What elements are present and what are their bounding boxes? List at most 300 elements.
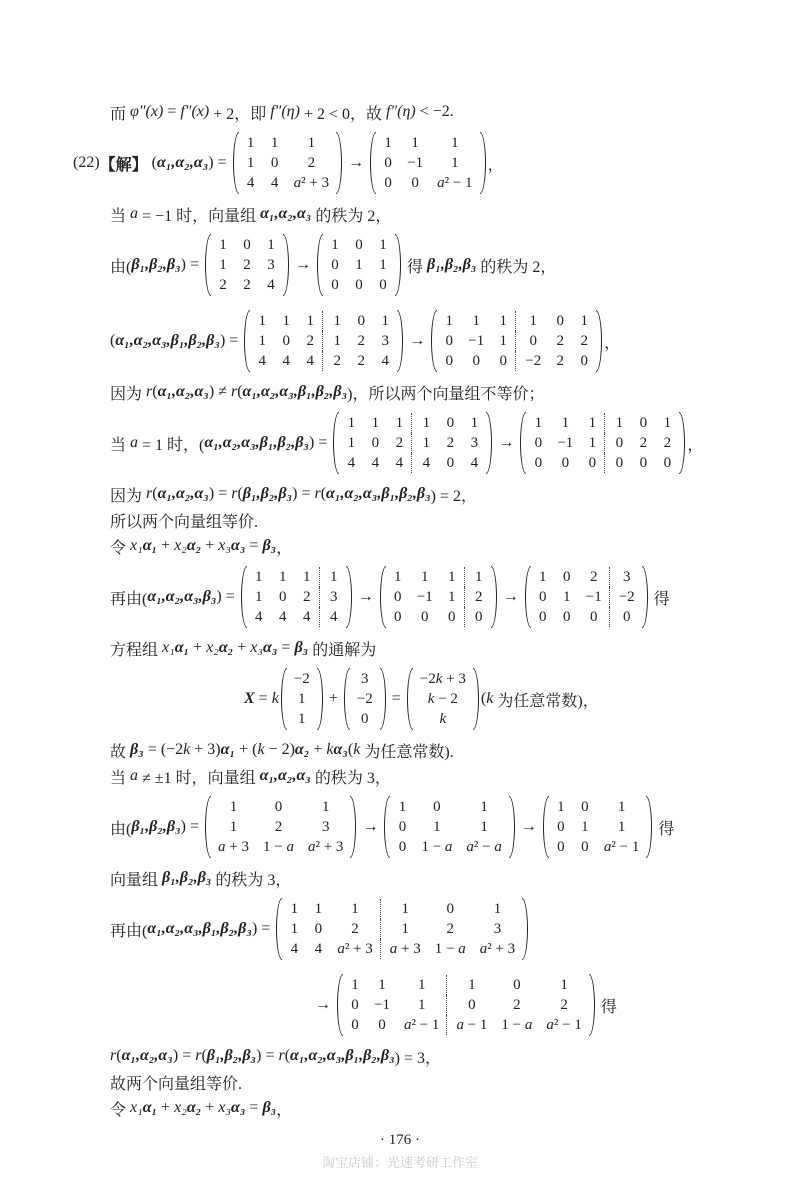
augmented-entry: 2 — [323, 351, 350, 371]
matrix-row — [323, 235, 395, 255]
text-run: ) = — [251, 920, 275, 937]
math-italic: f″(η) — [270, 103, 300, 120]
matrix-grid — [211, 235, 283, 295]
text-run: 的秩为 3， — [310, 769, 391, 787]
matrix-grid — [413, 669, 473, 729]
vector-symbol: α₁,α₂,α₃,β₁,β₂,β₃ — [326, 485, 431, 502]
text-run: → — [358, 818, 383, 835]
matrix-entry: a + 3 — [218, 839, 249, 855]
augmented-entry: 3 — [609, 567, 641, 587]
matrix-entry: a² + 3 — [293, 175, 330, 191]
matrix-row — [250, 311, 397, 331]
right-parenthesis — [646, 796, 652, 858]
text-run: 向量组 — [110, 871, 163, 889]
matrix-grid — [339, 413, 486, 473]
matrix-entry: 1 — [219, 237, 227, 253]
vector-symbol: β₃ — [294, 639, 309, 656]
augmented-entry: 1 — [464, 567, 491, 587]
text-run: 由( — [110, 820, 132, 838]
matrix-row — [390, 817, 508, 837]
text-run: < −2. — [415, 103, 454, 120]
right-parenthesis — [679, 412, 685, 474]
matrix-entry: 3 — [267, 257, 275, 273]
matrix-entry: 1 — [229, 799, 238, 815]
text-run: ( — [147, 154, 157, 171]
matrix-entry: 0 — [379, 277, 387, 293]
augmented-entry: 1 — [663, 415, 672, 431]
right-parenthesis — [397, 310, 403, 372]
matrix-row — [413, 689, 473, 709]
text-run: + — [157, 1099, 175, 1116]
matrix-entry: k — [439, 711, 447, 727]
text-line — [110, 661, 790, 737]
math-italic: φ″(x) — [130, 103, 164, 120]
text-run: ) = — [180, 818, 204, 835]
augmented-entry: 1 — [323, 331, 350, 351]
matrix-row — [390, 797, 508, 817]
matrix-entry: 1 — [588, 435, 597, 451]
matrix-entry: 4 — [255, 609, 263, 625]
matrix-entry: −1 — [407, 155, 424, 171]
text-run: ) = — [172, 1047, 196, 1064]
text-run: 的秩为 3， — [211, 871, 292, 889]
vector-symbol: α₁,α₂,α₃,β₁,β₂,β₃ — [147, 920, 252, 937]
text-run: + — [201, 1099, 219, 1116]
vector-symbol: α₃ — [230, 537, 246, 554]
matrix-entry: 1 — [267, 237, 275, 253]
right-parenthesis — [480, 132, 486, 194]
math-italic: x₂ — [174, 537, 187, 554]
matrix-entry: 0 — [447, 609, 456, 625]
vector-symbol: β₃ — [262, 1099, 277, 1116]
matrix-entry: 0 — [361, 711, 369, 727]
text-run: 再由( — [110, 922, 148, 940]
matrix — [370, 132, 485, 194]
text-run: → — [315, 996, 335, 1013]
math-italic: r — [278, 1047, 285, 1064]
augmented-entry: 1 — [580, 313, 588, 329]
augmented-entry: 0 — [446, 415, 455, 431]
matrix-entry: 1 — [255, 589, 263, 605]
augmented-entry: 3 — [470, 435, 479, 451]
text-run: ( — [237, 383, 243, 400]
text-run: ( — [320, 485, 327, 502]
right-parenthesis — [336, 132, 342, 194]
matrix-entry: 2 — [306, 333, 315, 349]
matrix-entry: a² + 3 — [337, 941, 373, 957]
vector-symbol: α₁,α₂,α₃ — [121, 1047, 173, 1064]
augmented-entry: 1 — [412, 413, 439, 433]
matrix-entry: 2 — [589, 569, 598, 585]
matrix-entry: 4 — [258, 353, 267, 369]
matrix-row — [549, 797, 646, 817]
augmented-entry: 2 — [639, 435, 648, 451]
matrix-entry: 2 — [395, 435, 404, 451]
augmented-entry: 2 — [556, 353, 564, 369]
text-run: ) = 3， — [394, 1049, 441, 1067]
matrix-entry: 0 — [433, 799, 441, 815]
augmented-entry: 2 — [446, 435, 455, 451]
matrix-entry: −1 — [585, 589, 602, 605]
matrix-entry: 0 — [351, 997, 359, 1013]
matrix-entry: 4 — [347, 455, 356, 471]
text-run: 为任意常数)， — [493, 692, 599, 710]
text-run: ( — [110, 332, 116, 349]
matrix-grid — [287, 669, 317, 729]
matrix-entry: 2 — [351, 921, 359, 937]
text-run: = — [163, 103, 181, 120]
vector-symbol: β₁,β₂,β₃ — [131, 818, 181, 835]
matrix-row — [287, 669, 317, 689]
text-run: ， — [487, 156, 504, 174]
text-line — [110, 481, 790, 507]
augmented-entry: 1 — [323, 311, 350, 331]
matrix-entry: −1 — [557, 435, 574, 451]
text-run: − 2) — [264, 741, 295, 758]
matrix-row — [531, 587, 642, 607]
matrix-row — [531, 567, 642, 587]
matrix-entry: a² − 1 — [603, 839, 640, 855]
text-run: 令 — [110, 1101, 131, 1119]
math-italic: x₁ — [130, 1099, 143, 1116]
vector-symbol: α₃ — [230, 1099, 246, 1116]
vector-symbol: α₁,α₂,α₃,β₁,β₂,β₃ — [242, 383, 348, 400]
matrix-entry: 1 − a — [421, 839, 453, 855]
matrix-entry: 0 — [561, 455, 570, 471]
matrix-row — [323, 255, 395, 275]
text-run: + — [309, 741, 327, 758]
text-run: = — [254, 690, 272, 707]
text-run: → — [516, 818, 541, 835]
augmented-entry: 0 — [516, 331, 548, 351]
matrix-entry: 0 — [351, 1017, 359, 1033]
vector-symbol: β₃ — [130, 741, 144, 758]
matrix-entry: −1 — [416, 589, 433, 605]
matrix-entry: 1 — [279, 569, 287, 585]
matrix-entry: 0 — [371, 435, 380, 451]
text-run: ( — [480, 690, 487, 707]
math-italic: x₂ — [174, 1099, 187, 1116]
matrix-row — [526, 453, 679, 473]
matrix-grid — [350, 669, 380, 729]
text-line — [110, 635, 790, 661]
math-italic: r — [146, 383, 153, 400]
page-number: · 176 · — [380, 1132, 420, 1148]
augmented-entry: 1 − a — [434, 941, 466, 957]
math-italic: k — [486, 690, 494, 707]
text-line — [110, 559, 790, 635]
augmented-entry: 2 — [464, 587, 491, 607]
augmented-entry: 1 — [412, 433, 439, 453]
augmented-matrix — [520, 412, 685, 474]
matrix-entry: 2 — [303, 589, 311, 605]
matrix-row — [549, 817, 646, 837]
augmented-matrix — [525, 566, 648, 628]
text-run: ) = 2， — [430, 487, 478, 505]
matrix-grid — [247, 567, 346, 627]
matrix-entry: 0 — [445, 353, 454, 369]
text-line — [110, 763, 790, 789]
text-line — [110, 507, 790, 533]
matrix-entry: −2 — [356, 691, 373, 707]
matrix-entry: 0 — [398, 819, 407, 835]
text-line — [110, 533, 790, 559]
augmented-entry: 0 — [580, 353, 588, 369]
text-run: 的秩为 2， — [476, 258, 557, 276]
vector-symbol: β₁,β₂,β₃ — [427, 256, 477, 273]
text-line — [110, 201, 790, 227]
vector-symbol: α₁,α₂,α₃ — [157, 383, 209, 400]
matrix-entry: 0 — [534, 455, 543, 471]
matrix-entry: 3 — [361, 671, 369, 687]
matrix-entry: k − 2 — [427, 691, 458, 707]
matrix-entry: 1 — [562, 589, 571, 605]
augmented-entry: 2 — [357, 353, 366, 369]
text-run: = (−2 — [143, 741, 184, 758]
matrix-entry: 1 — [258, 333, 267, 349]
matrix-row — [386, 607, 491, 627]
text-run: ( — [284, 1047, 291, 1064]
right-parenthesis — [486, 412, 492, 474]
text-run: ) = — [180, 256, 204, 273]
matrix-grid — [526, 413, 679, 473]
math-italic: f″(x) — [180, 103, 210, 120]
matrix-row — [437, 351, 596, 371]
matrix-entry: 1 — [255, 569, 263, 585]
text-run: = 1 时，( — [138, 436, 205, 454]
matrix-grid — [386, 567, 491, 627]
text-run: + — [233, 639, 251, 656]
augmented-entry: 0 — [639, 455, 648, 471]
text-line — [110, 303, 790, 379]
augmented-entry: 2 — [556, 333, 564, 349]
text-run: 因为 — [110, 385, 147, 403]
vector-symbol: α₃ — [333, 741, 348, 758]
matrix-entry: 0 — [421, 609, 429, 625]
augmented-entry: 0 — [663, 455, 672, 471]
text-run: ) = — [308, 434, 332, 451]
matrix-entry: 0 — [331, 257, 339, 273]
matrix-grid — [437, 311, 596, 371]
matrix-entry: 0 — [538, 609, 547, 625]
text-line — [110, 967, 790, 1043]
matrix-entry: 0 — [589, 609, 598, 625]
matrix-entry: 4 — [314, 941, 323, 957]
matrix-grid — [376, 133, 479, 193]
text-run: ， — [276, 539, 293, 557]
matrix-entry: 1 — [411, 135, 419, 151]
math-italic: x₃ — [250, 639, 263, 656]
augmented-matrix — [337, 974, 595, 1036]
augmented-entry: 2 — [357, 333, 366, 349]
augmented-matrix — [241, 566, 352, 628]
text-run: → — [494, 434, 519, 451]
text-line — [110, 99, 790, 125]
matrix-entry: 0 — [394, 609, 402, 625]
augmented-entry: 1 — [470, 415, 479, 431]
matrix-entry: 2 — [274, 819, 283, 835]
text-run: → — [353, 588, 378, 605]
math-italic: k — [326, 741, 334, 758]
matrix — [344, 668, 386, 730]
matrix-row — [376, 173, 479, 193]
augmented-entry: 1 — [380, 919, 427, 939]
matrix-entry: 1 — [617, 819, 626, 835]
vector-symbol: β₃ — [262, 537, 277, 554]
matrix-row — [239, 133, 336, 153]
matrix-entry: 0 — [243, 237, 251, 253]
matrix-row — [526, 413, 679, 433]
text-run: 得 — [649, 590, 670, 608]
matrix-grid — [211, 797, 350, 857]
matrix-entry: 1 — [347, 415, 356, 431]
matrix — [205, 234, 289, 296]
text-run: ) = — [208, 154, 231, 171]
text-run: 因为 — [110, 487, 147, 505]
matrix-entry: 0 — [279, 589, 287, 605]
text-run: + — [201, 537, 219, 554]
text-run: ) = — [216, 588, 239, 605]
matrix-entry: a² − a — [466, 839, 502, 855]
matrix-row — [323, 275, 395, 295]
matrix — [407, 668, 479, 730]
text-run: = — [245, 1099, 263, 1116]
text-run: → — [498, 588, 523, 605]
math-italic: k — [353, 741, 361, 758]
matrix-entry: 4 — [279, 609, 287, 625]
matrix-entry: 1 — [314, 901, 323, 917]
matrix-row — [339, 453, 486, 473]
matrix-entry: 3 — [321, 819, 330, 835]
matrix-row — [339, 413, 486, 433]
text-run: 而 — [110, 105, 131, 123]
matrix-entry: 0 — [270, 155, 279, 171]
text-run: + 3) — [190, 741, 221, 758]
matrix — [281, 668, 323, 730]
right-parenthesis — [589, 974, 595, 1036]
matrix-entry: 0 — [355, 277, 363, 293]
text-run: 得 — [403, 258, 428, 276]
matrix-entry: 1 — [258, 313, 267, 329]
matrix-row — [282, 919, 522, 939]
vector-symbol: α₁,α₂,α₃ — [259, 767, 311, 784]
right-parenthesis — [283, 234, 289, 296]
augmented-entry: 4 — [381, 353, 390, 369]
matrix-entry: 1 — [499, 333, 508, 349]
matrix-row — [247, 567, 346, 587]
solution-label: 【解】 — [99, 156, 148, 174]
matrix-entry: 0 — [378, 1017, 386, 1033]
matrix-entry: 4 — [270, 175, 279, 191]
matrix-entry: 1 — [246, 155, 255, 171]
text-run: 由( — [110, 258, 132, 276]
matrix-entry: 1 — [417, 977, 426, 993]
vector-symbol: α₁,α₂,α₃ — [157, 485, 209, 502]
matrix-entry: 2 — [219, 277, 227, 293]
text-run: ， — [687, 436, 704, 454]
augmented-entry: 4 — [470, 455, 479, 471]
vector-symbol: α₂ — [218, 639, 234, 656]
text-run: → — [405, 332, 430, 349]
text-line — [110, 227, 790, 303]
matrix-entry: 1 — [219, 257, 227, 273]
matrix-entry: 0 — [394, 589, 402, 605]
matrix-row — [437, 331, 596, 351]
right-parenthesis — [380, 668, 386, 730]
right-parenthesis — [473, 668, 479, 730]
matrix-entry: 0 — [562, 609, 571, 625]
augmented-entry: 3 — [381, 333, 390, 349]
matrix-entry: 0 — [538, 589, 547, 605]
matrix-entry: 0 — [274, 799, 283, 815]
matrix-row — [350, 669, 380, 689]
right-parenthesis — [317, 668, 323, 730]
matrix-entry: 1 — [298, 711, 306, 727]
matrix-entry: 4 — [306, 353, 315, 369]
text-run: 方程组 — [110, 641, 163, 659]
text-run: 所以两个向量组等价. — [110, 513, 259, 531]
matrix-entry: 0 — [472, 353, 481, 369]
vector-symbol: α₂ — [186, 537, 202, 554]
vector-symbol: β₁,β₂,β₃ — [131, 256, 181, 273]
matrix — [543, 796, 652, 858]
matrix-entry: 1 — [270, 135, 279, 151]
matrix-entry: 1 — [433, 819, 441, 835]
text-run: + — [324, 690, 342, 707]
augmented-entry: 0 — [447, 995, 494, 1015]
vector-symbol: α₁,α₂,α₃,β₃ — [147, 588, 217, 605]
math-italic: a — [130, 205, 139, 222]
augmented-entry: 1 − a — [501, 1017, 533, 1033]
matrix-row — [413, 709, 473, 729]
augmented-entry: 0 — [464, 607, 491, 627]
right-parenthesis — [350, 796, 356, 858]
text-run: ( — [237, 485, 243, 502]
matrix-entry: 1 — [306, 313, 315, 329]
text-run: ( — [201, 1047, 207, 1064]
text-run: )，所以两个向量组不等价； — [347, 385, 545, 403]
text-run: 得 — [596, 998, 617, 1016]
vector-symbol: α₁ — [220, 741, 236, 758]
matrix-row — [350, 709, 380, 729]
matrix-entry: 0 — [282, 333, 291, 349]
math-italic: r — [146, 485, 153, 502]
text-run: 当 — [110, 207, 131, 225]
math-italic: x₃ — [218, 1099, 231, 1116]
matrix-entry: 1 — [321, 799, 330, 815]
augmented-entry: 4 — [319, 607, 346, 627]
matrix-grid — [343, 975, 589, 1035]
matrix-entry: 0 — [581, 839, 589, 855]
matrix-row — [287, 689, 317, 709]
augmented-entry: −2 — [516, 351, 548, 371]
augmented-entry: 1 — [605, 413, 632, 433]
text-run: 令 — [110, 539, 131, 557]
augmented-entry: a − 1 — [447, 1015, 494, 1035]
text-run: 故两个向量组等价. — [110, 1075, 243, 1093]
matrix-entry: 4 — [267, 277, 275, 293]
vector-symbol: X — [244, 690, 255, 707]
matrix-entry: 1 — [331, 237, 339, 253]
matrix-row — [386, 587, 491, 607]
augmented-entry: 2 — [513, 997, 521, 1013]
augmented-entry: 3 — [493, 921, 502, 937]
vector-symbol: α₁,α₂,α₃,β₁,β₂,β₃ — [204, 434, 309, 451]
matrix-entry: 0 — [445, 333, 454, 349]
matrix — [317, 234, 401, 296]
matrix-entry: 0 — [534, 435, 543, 451]
augmented-entry: 1 — [380, 899, 427, 919]
